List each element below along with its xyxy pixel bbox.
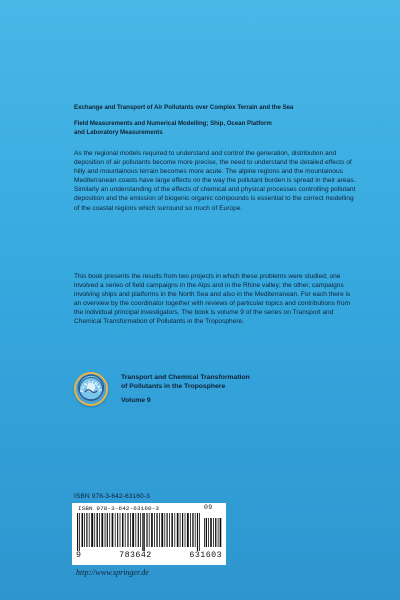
cover-header: [74, 104, 358, 137]
series-title-line-2: of Pollutants in the Troposphere: [121, 383, 226, 391]
series-title-line-1: Transport and Chemical Transformation: [121, 374, 250, 381]
isbn-barcode: [72, 503, 226, 565]
description-paragraph-1: As the regional models required to understand and control the generation, distribution and deposition of air pollutants become more precise, the need to understand the detailed effects of hilly and mountainous terrain becomes more acute. The alpine regions and the mountainous Mediterranean coasts have large effects on the way the pollutant burden is spread in their areas. Similarly an understanding of the effects of chemical and physical processes controlling pollutant deposition and the emission of biogenic organic compounds is essential to the correct modelling of the coastal regions which surround so much of Europe.: [74, 150, 356, 212]
logo-text: EUROTRAC: [78, 379, 104, 393]
barcode-addon-digits: 09: [204, 504, 213, 511]
book-title: Exchange and Transport of Air Pollutants over Complex Terrain and the Sea: [74, 104, 294, 111]
barcode-digit-group-2: 783642: [119, 551, 152, 560]
volume-label: Volume 9: [121, 396, 151, 404]
series-title: [121, 373, 356, 405]
barcode-digit-group-3: 631603: [189, 551, 222, 560]
barcode-digit-group-1: 9: [76, 551, 82, 560]
publisher-website[interactable]: http://www.springer.de: [76, 568, 149, 577]
barcode-caption: ISBN 978-3-642-63160-3: [78, 505, 160, 512]
book-subtitle-line-1: Field Measurements and Numerical Modelling; Ship, Ocean Platform: [74, 120, 272, 128]
eurotrac-logo-icon: [74, 372, 108, 406]
book-subtitle-line-2: and Laboratory Measurements: [74, 128, 163, 136]
series-info: [74, 372, 358, 420]
description-paragraph-2: This book presents the results from two projects in which these problems were studied; one involved a series of field campaigns in the Alps and in the Rhine valley; the other, campaigns involving ships and platforms in the North Sea and also in the Mediterranean. For each there is an overview by the coordinator together with reviews of particular topics and contributions from the individual principal investigators. The book is volume 9 of the series on Transport and Chemical Transformation of Pollutants in the Troposphere.: [74, 273, 351, 326]
barcode-digits: [76, 551, 222, 560]
barcode-bars-icon: [75, 513, 223, 551]
isbn-label: ISBN 978-3-642-63160-3: [74, 493, 150, 500]
